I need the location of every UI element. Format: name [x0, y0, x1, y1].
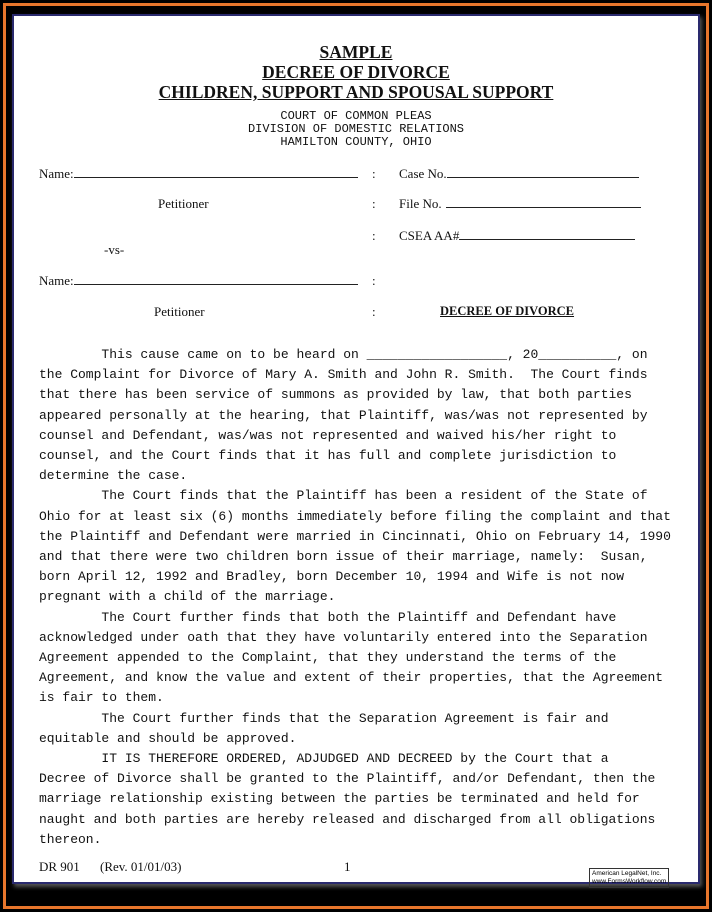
name2-field[interactable]: [39, 273, 358, 289]
stamp-line: American LegalNet, Inc.: [592, 870, 662, 877]
body-line: acknowledged under oath that they have voluntarily entered into the Separation: [39, 629, 648, 645]
body-line: The Court further finds that both the Plaintiff and Defendant have: [39, 609, 617, 625]
name1-field[interactable]: [39, 166, 358, 182]
decree-body: [39, 345, 671, 850]
body-line: the Plaintiff and Defendant were married in Cincinnati, Ohio on February 14, 1990: [39, 528, 671, 544]
colon: :: [372, 304, 376, 319]
body-line: thereon.: [39, 831, 102, 847]
body-line: the Complaint for Divorce of Mary A. Smith and John R. Smith. The Court finds: [39, 367, 648, 383]
name1-label: Name:: [39, 166, 74, 181]
stamp-line: www.FormsWorkflow.com: [592, 878, 667, 885]
body-line: This cause came on to be heard on __________________, 20__________, on: [39, 347, 648, 362]
file-no-field[interactable]: [399, 196, 641, 212]
form-number: DR 901: [39, 859, 80, 874]
court-name: COURT OF COMMON PLEAS: [280, 109, 432, 123]
file-no-label: File No.: [399, 196, 442, 211]
body-line: and that there were two children born issue of their marriage, namely: Susan,: [39, 549, 648, 565]
body-line: naught and both parties are hereby released and discharged from all obligations: [39, 811, 656, 827]
body-line: The Court finds that the Plaintiff has been a resident of the State of: [39, 488, 648, 504]
publisher-stamp: [589, 868, 669, 888]
title-decree: DECREE OF DIVORCE: [262, 62, 450, 82]
body-line: The Court further finds that the Separation Agreement is fair and: [39, 710, 609, 726]
court-county: HAMILTON COUNTY, OHIO: [280, 135, 432, 149]
body-line: Agreement appended to the Complaint, that they understand the terms of the: [39, 650, 617, 666]
court-division: DIVISION OF DOMESTIC RELATIONS: [247, 122, 465, 136]
colon: :: [372, 196, 376, 211]
body-line: pregnant with a child of the marriage.: [39, 589, 336, 605]
body-line: Agreement, and know the value and extent of their properties, that the Agreement: [39, 670, 664, 686]
body-line: appeared personally at the hearing, that Plaintiff, was/was not represented by: [39, 407, 648, 423]
body-line: Ohio for at least six (6) months immediately before filing the complaint and that: [39, 508, 671, 524]
name2-label: Name:: [39, 273, 74, 288]
colon: :: [372, 273, 376, 288]
body-line: that there has been service of summons as provided by law, that both parties: [39, 387, 632, 403]
body-line: counsel, and the Court finds that it has full and complete jurisdiction to: [39, 448, 617, 464]
body-line: marriage relationship existing between the parties be terminated and held for: [39, 791, 640, 807]
body-line: born April 12, 1992 and Bradley, born December 10, 1994 and Wife is not now: [39, 569, 625, 585]
body-line: determine the case.: [39, 468, 188, 484]
petitioner2-label: Petitioner: [154, 304, 205, 319]
colon: :: [372, 228, 376, 243]
body-line: is fair to them.: [39, 690, 164, 706]
title-sample: SAMPLE: [319, 42, 393, 62]
case-no-label: Case No.: [399, 166, 447, 181]
title-children-support: CHILDREN, SUPPORT AND SPOUSAL SUPPORT: [158, 82, 554, 102]
colon: :: [372, 166, 376, 181]
revision-date: (Rev. 01/01/03): [100, 859, 182, 874]
body-line: Decree of Divorce shall be granted to the Plaintiff, and/or Defendant, then the: [39, 771, 656, 787]
csea-label: CSEA AA#: [399, 228, 460, 243]
document-page: [12, 14, 700, 884]
case-no-field[interactable]: [399, 166, 639, 182]
csea-field[interactable]: [399, 228, 635, 244]
vs-label: -vs-: [104, 242, 125, 257]
decree-heading: DECREE OF DIVORCE: [440, 304, 575, 318]
page-number: 1: [344, 859, 351, 874]
body-line: IT IS THEREFORE ORDERED, ADJUDGED AND DECREED by the Court that a: [39, 751, 609, 767]
petitioner1-label: Petitioner: [158, 196, 209, 211]
body-line: counsel and Defendant, was/was not represented and waived his/her right to: [39, 427, 617, 443]
body-line: equitable and should be approved.: [39, 730, 297, 746]
